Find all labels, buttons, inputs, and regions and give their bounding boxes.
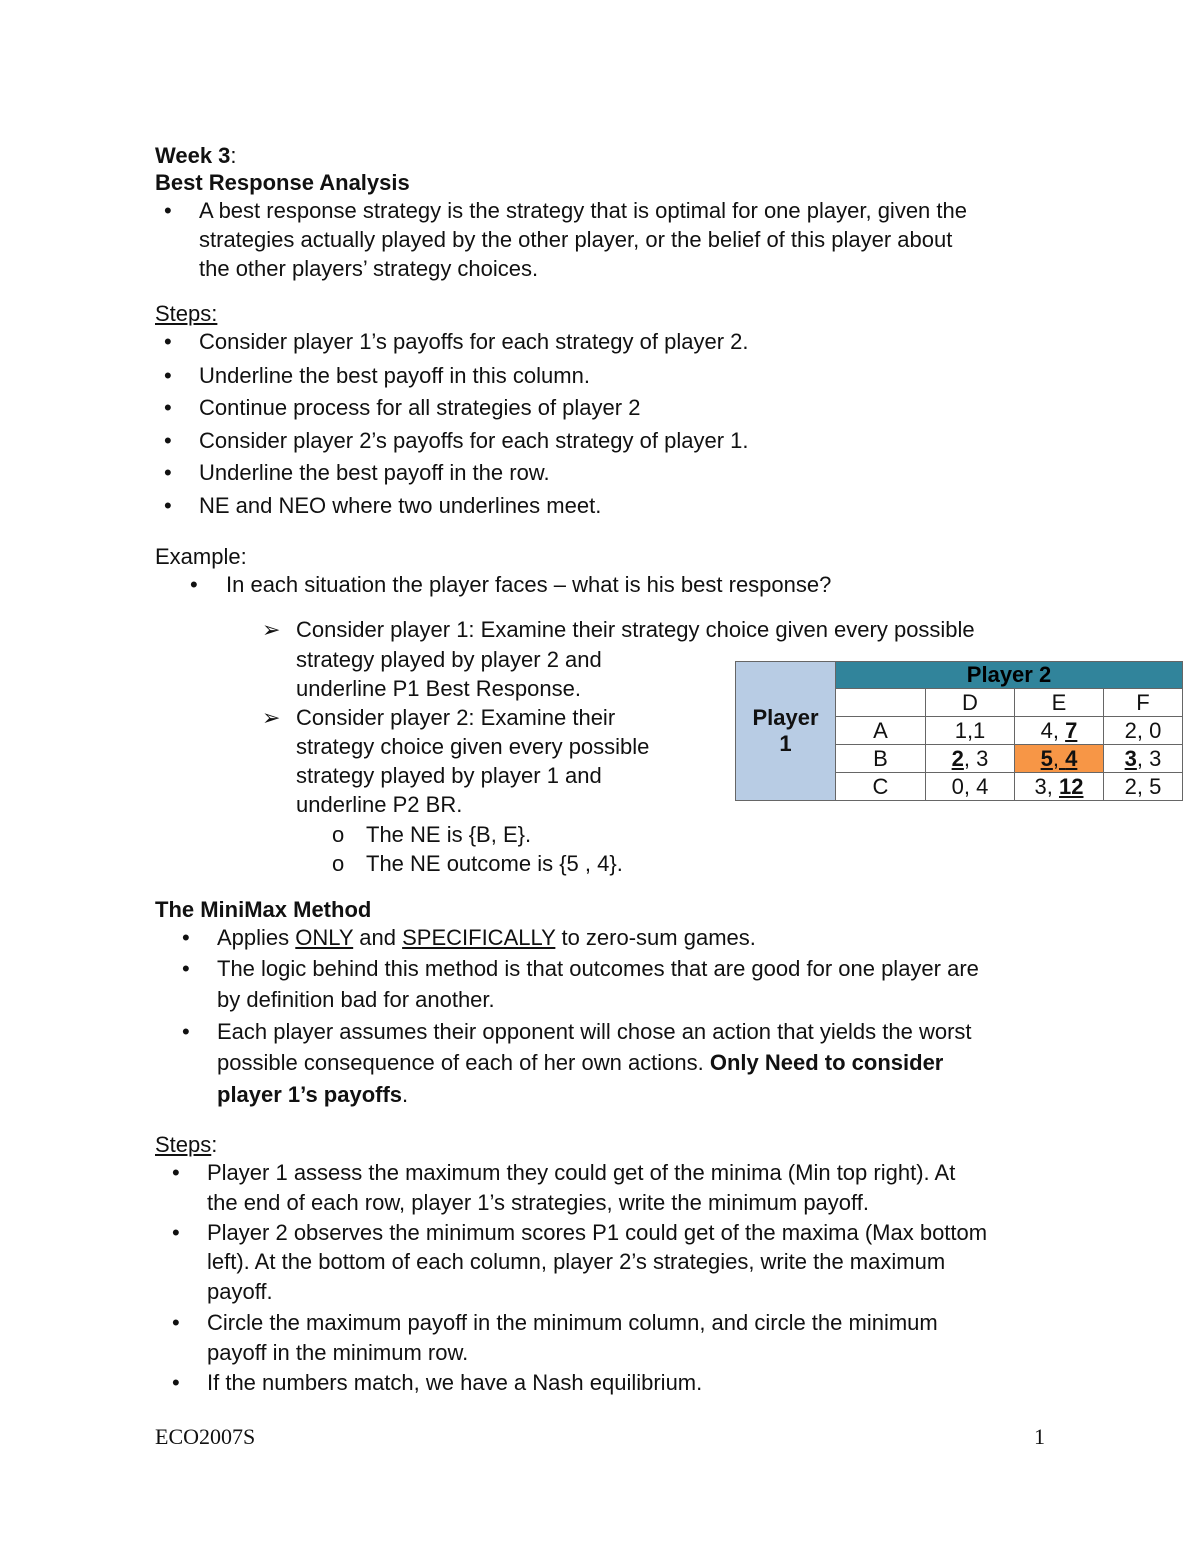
definition-line: A best response strategy is the strategy that is optimal for one player, given the	[199, 198, 967, 223]
step-item: Continue process for all strategies of player 2	[199, 395, 641, 420]
ne-outcome-item: The NE outcome is {5 , 4}.	[366, 851, 623, 876]
bullet-icon: •	[164, 493, 172, 518]
step-item: Consider player 1’s payoffs for each strategy of player 2.	[199, 329, 749, 354]
bullet-icon: •	[164, 460, 172, 485]
payoff-cell-c-e: 3, 12	[1015, 773, 1104, 801]
section-title-minimax: The MiniMax Method	[155, 897, 372, 922]
player2-header: Player 2	[836, 662, 1183, 689]
arrow-item-line: strategy played by player 1 and	[296, 763, 602, 788]
payoff-cell-c-d: 0, 4	[926, 773, 1015, 801]
bullet-icon: •	[172, 1370, 180, 1395]
minimax-bullet-line: The logic behind this method is that outcomes that are good for one player are	[217, 956, 979, 981]
footer-course-code: ECO2007S	[155, 1424, 256, 1449]
minimax-step-line: If the numbers match, we have a Nash equilibrium.	[207, 1370, 703, 1395]
col-header-e: E	[1015, 689, 1104, 717]
col-header-f: F	[1104, 689, 1183, 717]
payoff-cell-c-f: 2, 5	[1104, 773, 1183, 801]
payoff-matrix	[735, 661, 1183, 801]
step-item: Underline the best payoff in the row.	[199, 460, 550, 485]
minimax-bullet-line: possible consequence of each of her own actions. Only Need to consider	[217, 1050, 944, 1075]
bullet-icon: •	[182, 1019, 190, 1044]
minimax-bullet-line: player 1’s payoffs.	[217, 1082, 409, 1107]
bullet-icon: •	[182, 956, 190, 981]
bullet-icon: •	[164, 395, 172, 420]
bullet-icon: •	[182, 925, 190, 950]
arrow-bullet-icon: ➢	[262, 617, 281, 642]
arrow-item-line: Consider player 1: Examine their strategy choice given every possible	[296, 617, 975, 642]
payoff-cell-b-d: 2, 3	[926, 745, 1015, 773]
corner-cell	[836, 689, 926, 717]
bullet-icon: •	[172, 1310, 180, 1335]
bullet-icon: •	[164, 363, 172, 388]
payoff-cell-a-f: 2, 0	[1104, 717, 1183, 745]
minimax-bullet: Applies ONLY and SPECIFICALLY to zero-sum games.	[217, 925, 756, 950]
circle-bullet-icon: o	[332, 822, 345, 847]
row-header-a: A	[836, 717, 926, 745]
col-header-d: D	[926, 689, 1015, 717]
week-heading: Week 3:	[155, 143, 237, 168]
minimax-bullet-line: by definition bad for another.	[217, 987, 495, 1012]
arrow-item-line: underline P1 Best Response.	[296, 676, 581, 701]
minimax-step-line: left). At the bottom of each column, player 2’s strategies, write the maximum	[207, 1249, 946, 1274]
row-header-c: C	[836, 773, 926, 801]
steps-label-minimax: Steps:	[155, 1132, 218, 1157]
circle-bullet-icon: o	[332, 851, 345, 876]
steps-label: Steps:	[155, 301, 218, 326]
payoff-cell-b-e-nash: 5, 4	[1015, 745, 1104, 773]
bullet-icon: •	[164, 428, 172, 453]
bullet-icon: •	[164, 198, 172, 223]
minimax-step-line: the end of each row, player 1’s strategies, write the minimum payoff.	[207, 1190, 869, 1215]
step-item: NE and NEO where two underlines meet.	[199, 493, 602, 518]
ne-item: The NE is {B, E}.	[366, 822, 532, 847]
minimax-bullet-line: Each player assumes their opponent will chose an action that yields the worst	[217, 1019, 972, 1044]
payoff-cell-b-f: 3, 3	[1104, 745, 1183, 773]
minimax-step-line: Player 2 observes the minimum scores P1 could get of the maxima (Max bottom	[207, 1220, 988, 1245]
footer-page-number: 1	[1034, 1424, 1045, 1449]
row-header-b: B	[836, 745, 926, 773]
arrow-item-line: strategy played by player 2 and	[296, 647, 602, 672]
bullet-icon: •	[190, 572, 198, 597]
bullet-icon: •	[172, 1160, 180, 1185]
arrow-item-line: strategy choice given every possible	[296, 734, 650, 759]
minimax-step-line: Player 1 assess the maximum they could get of the minima (Min top right). At	[207, 1160, 956, 1185]
arrow-item-line: Consider player 2: Examine their	[296, 705, 616, 730]
step-item: Underline the best payoff in this column.	[199, 363, 590, 388]
bullet-icon: •	[172, 1220, 180, 1245]
definition-line: strategies actually played by the other player, or the belief of this player about	[199, 227, 953, 252]
arrow-bullet-icon: ➢	[262, 705, 281, 730]
payoff-cell-a-d: 1,1	[926, 717, 1015, 745]
example-bullet: In each situation the player faces – what is his best response?	[226, 572, 832, 597]
payoff-cell-a-e: 4, 7	[1015, 717, 1104, 745]
player1-number: 1	[779, 731, 792, 756]
step-item: Consider player 2’s payoffs for each strategy of player 1.	[199, 428, 749, 453]
player1-label-cell	[736, 662, 836, 801]
arrow-item-line: underline P2 BR.	[296, 792, 463, 817]
definition-line: the other players’ strategy choices.	[199, 256, 539, 281]
minimax-step-line: Circle the maximum payoff in the minimum column, and circle the minimum	[207, 1310, 938, 1335]
player1-label: Player	[752, 705, 819, 730]
minimax-step-line: payoff in the minimum row.	[207, 1340, 469, 1365]
example-label: Example:	[155, 544, 247, 569]
section-title-best-response: Best Response Analysis	[155, 170, 410, 195]
minimax-step-line: payoff.	[207, 1279, 273, 1304]
bullet-icon: •	[164, 329, 172, 354]
